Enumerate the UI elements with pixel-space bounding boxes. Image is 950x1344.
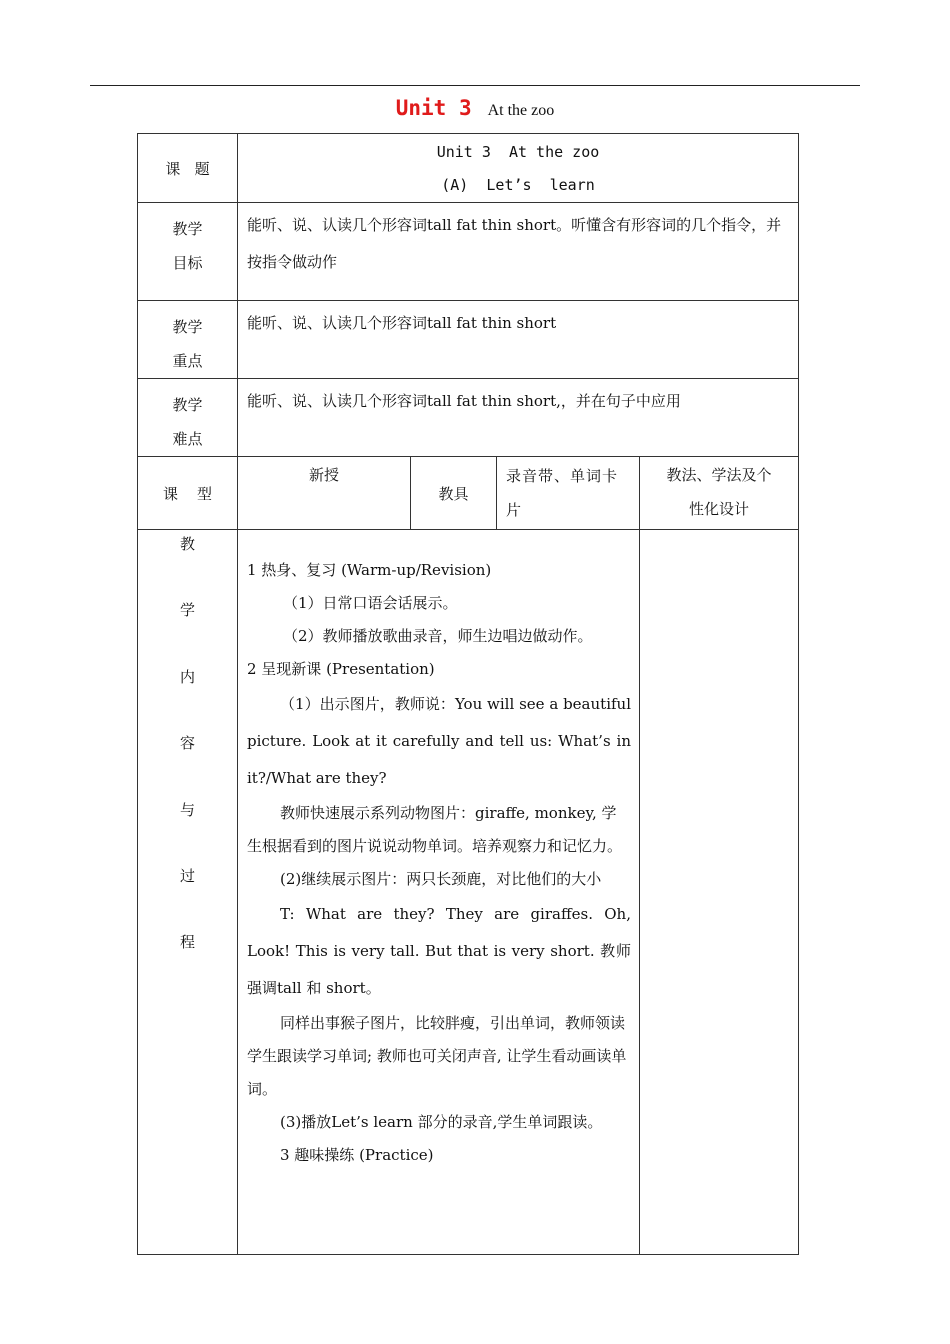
title-subtitle: At the zoo	[487, 102, 555, 119]
process-paragraph: (2)继续展示图片：两只长颈鹿，对比他们的大小	[280, 870, 602, 888]
goal-text: 能听、说、认读几个形容词tall fat thin short。听懂含有形容词的几个指令，并按指令做动作	[238, 203, 799, 301]
process-paragraph: T: What are they? They are giraffes. Oh, Look! This is very tall. But that is very short. 教师强调tall 和 short。	[247, 905, 631, 997]
process-label-char: 容	[179, 734, 195, 753]
difficulty-text: 能听、说、认读几个形容词tall fat thin short,，并在句子中应用	[238, 379, 799, 457]
diff-label-line-2: 难点	[172, 430, 203, 448]
lesson-type-row	[138, 457, 799, 530]
goal-row	[138, 203, 799, 301]
title-unit: Unit 3	[395, 96, 472, 120]
topic-row	[138, 134, 799, 203]
process-label	[138, 530, 238, 1255]
process-label-char: 教	[179, 535, 195, 553]
goal-label	[138, 203, 238, 301]
process-paragraph: （1）出示图片，教师说：You will see a beautiful picture. Look at it carefully and tell us: What’s in it?/What are they?	[247, 695, 631, 787]
process-label-char: 程	[179, 933, 195, 952]
diff-label-line-1: 教学	[172, 396, 203, 414]
process-paragraph: 1 热身、复习 (Warm-up/Revision)	[247, 561, 492, 579]
process-paragraph: （2）教师播放歌曲录音，师生边唱边做动作。	[283, 627, 593, 645]
goal-label-line-1: 教学	[172, 220, 203, 238]
difficulty-row	[138, 379, 799, 457]
lesson-type-label: 课 型	[138, 457, 238, 530]
teaching-tools-label: 教具	[411, 457, 497, 530]
key-label-line-2: 重点	[172, 352, 203, 370]
process-paragraph: （1）日常口语会话展示。	[283, 594, 458, 612]
header-rule	[90, 85, 860, 86]
process-paragraph: (3)播放Let’s learn 部分的录音,学生单词跟读。	[280, 1113, 603, 1131]
key-point-row	[138, 301, 799, 379]
process-label-char: 过	[179, 866, 195, 885]
process-paragraph: 3 趣味操练 (Practice)	[280, 1146, 434, 1164]
difficulty-label	[138, 379, 238, 457]
key-point-label	[138, 301, 238, 379]
topic-line-1: Unit 3 At the zoo	[436, 143, 600, 161]
topic-cell	[238, 134, 799, 203]
key-point-text: 能听、说、认读几个形容词tall fat thin short	[238, 301, 799, 379]
process-paragraph: 2 呈现新课 (Presentation)	[247, 660, 435, 678]
topic-label: 课 题	[138, 134, 238, 203]
lesson-plan-table	[137, 133, 799, 1255]
key-label-line-1: 教学	[172, 318, 203, 336]
process-content	[238, 530, 640, 1255]
process-label-char: 与	[179, 800, 195, 819]
process-label-char: 内	[179, 667, 195, 686]
method-design-label: 教法、学法及个性化设计	[640, 457, 799, 530]
teaching-tools-value: 录音带、单词卡片	[497, 457, 640, 530]
process-paragraph: 教师快速展示系列动物图片：giraffe, monkey, 学生根据看到的图片说说动物单词。培养观察力和记忆力。	[247, 804, 623, 855]
personal-design-cell	[640, 530, 799, 1255]
topic-line-2: (A) Let’s learn	[441, 176, 595, 194]
page-title	[0, 96, 950, 120]
process-label-char: 学	[179, 601, 195, 620]
lesson-type-value: 新授	[238, 457, 411, 530]
process-row	[138, 530, 799, 1255]
goal-label-line-2: 目标	[172, 254, 203, 272]
process-paragraph: 同样出事猴子图片，比较胖瘦，引出单词，教师领读学生跟读学习单词; 教师也可关闭声音, 让学生看动画读单词。	[247, 1014, 627, 1098]
